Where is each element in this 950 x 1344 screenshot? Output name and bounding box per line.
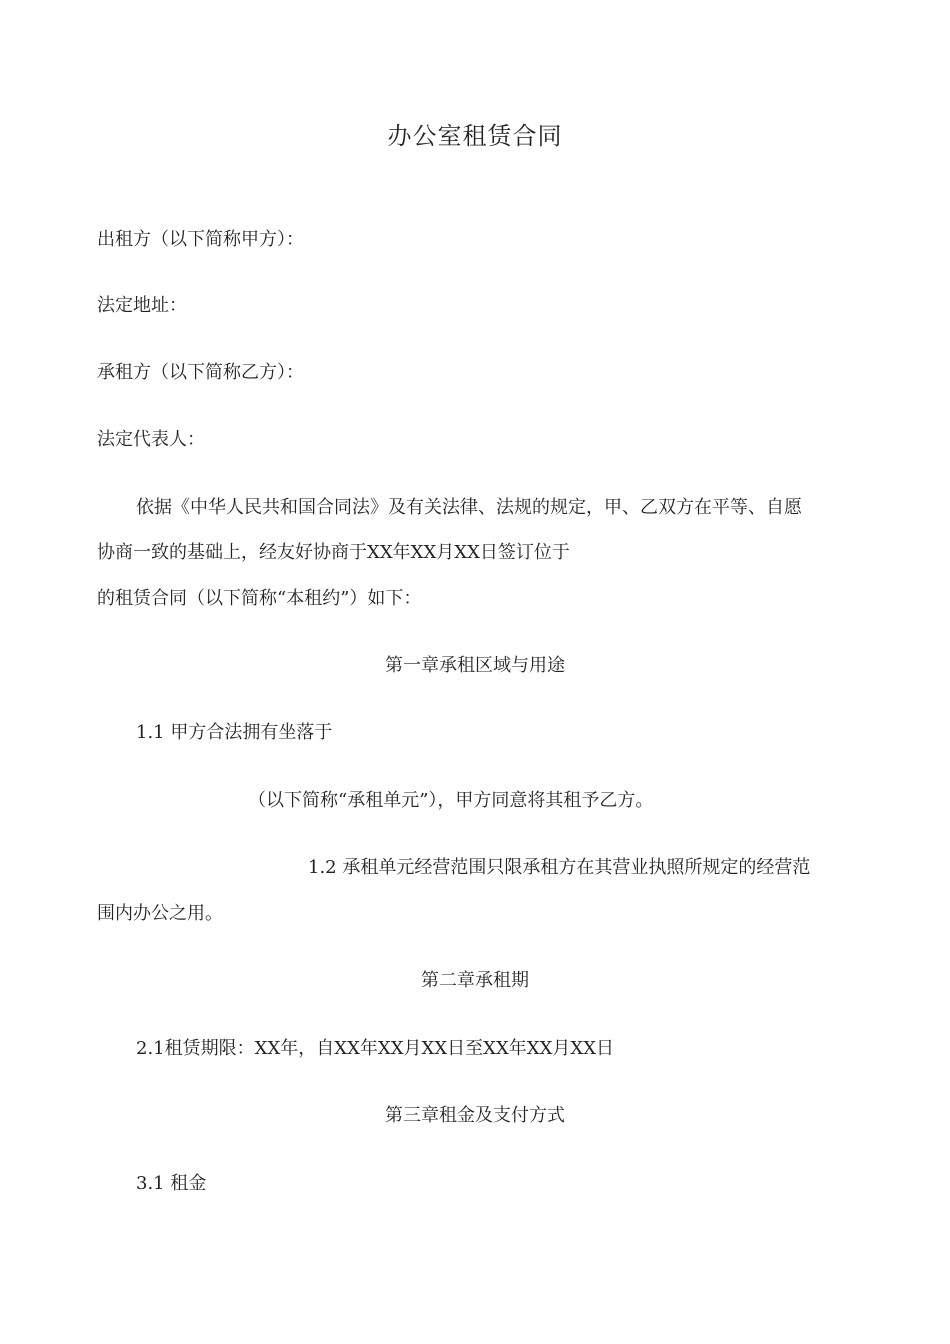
document-title: 办公室租赁合同: [387, 122, 563, 150]
legal-representative-line: 法定代表人：: [97, 429, 205, 450]
chapter-3-heading: 第三章租金及支付方式: [385, 1105, 565, 1126]
lessee-line: 承租方（以下简称乙方）：: [97, 362, 304, 383]
chapter-1-heading: 第一章承租区域与用途: [385, 655, 565, 676]
clause-1-2-line-1: 1.2 承租单元经营范围只限承租方在其营业执照所规定的经营范: [308, 857, 811, 878]
preamble-line-2: 协商一致的基础上，经友好协商于XX年XX月XX日签订位于: [97, 542, 570, 563]
clause-2-1: 2.1租赁期限：XX年，自XX年XX月XX日至XX年XX月XX日: [136, 1038, 615, 1059]
clause-1-1-line-1: 1.1 甲方合法拥有坐落于: [136, 722, 333, 743]
chapter-2-heading: 第二章承租期: [421, 970, 529, 991]
clause-1-1-line-2: （以下简称“承租单元”），甲方同意将其租予乙方。: [248, 790, 654, 811]
clause-3-1: 3.1 租金: [136, 1173, 207, 1194]
clause-1-2-line-2: 围内办公之用。: [97, 903, 223, 924]
preamble-line-1: 依据《中华人民共和国合同法》及有关法律、法规的规定，甲、乙双方在平等、自愿: [136, 497, 802, 518]
legal-address-line: 法定地址：: [97, 295, 187, 316]
preamble-line-3: 的租赁合同（以下简称“本租约”）如下：: [97, 588, 422, 609]
lessor-line: 出租方（以下简称甲方）：: [97, 229, 304, 250]
